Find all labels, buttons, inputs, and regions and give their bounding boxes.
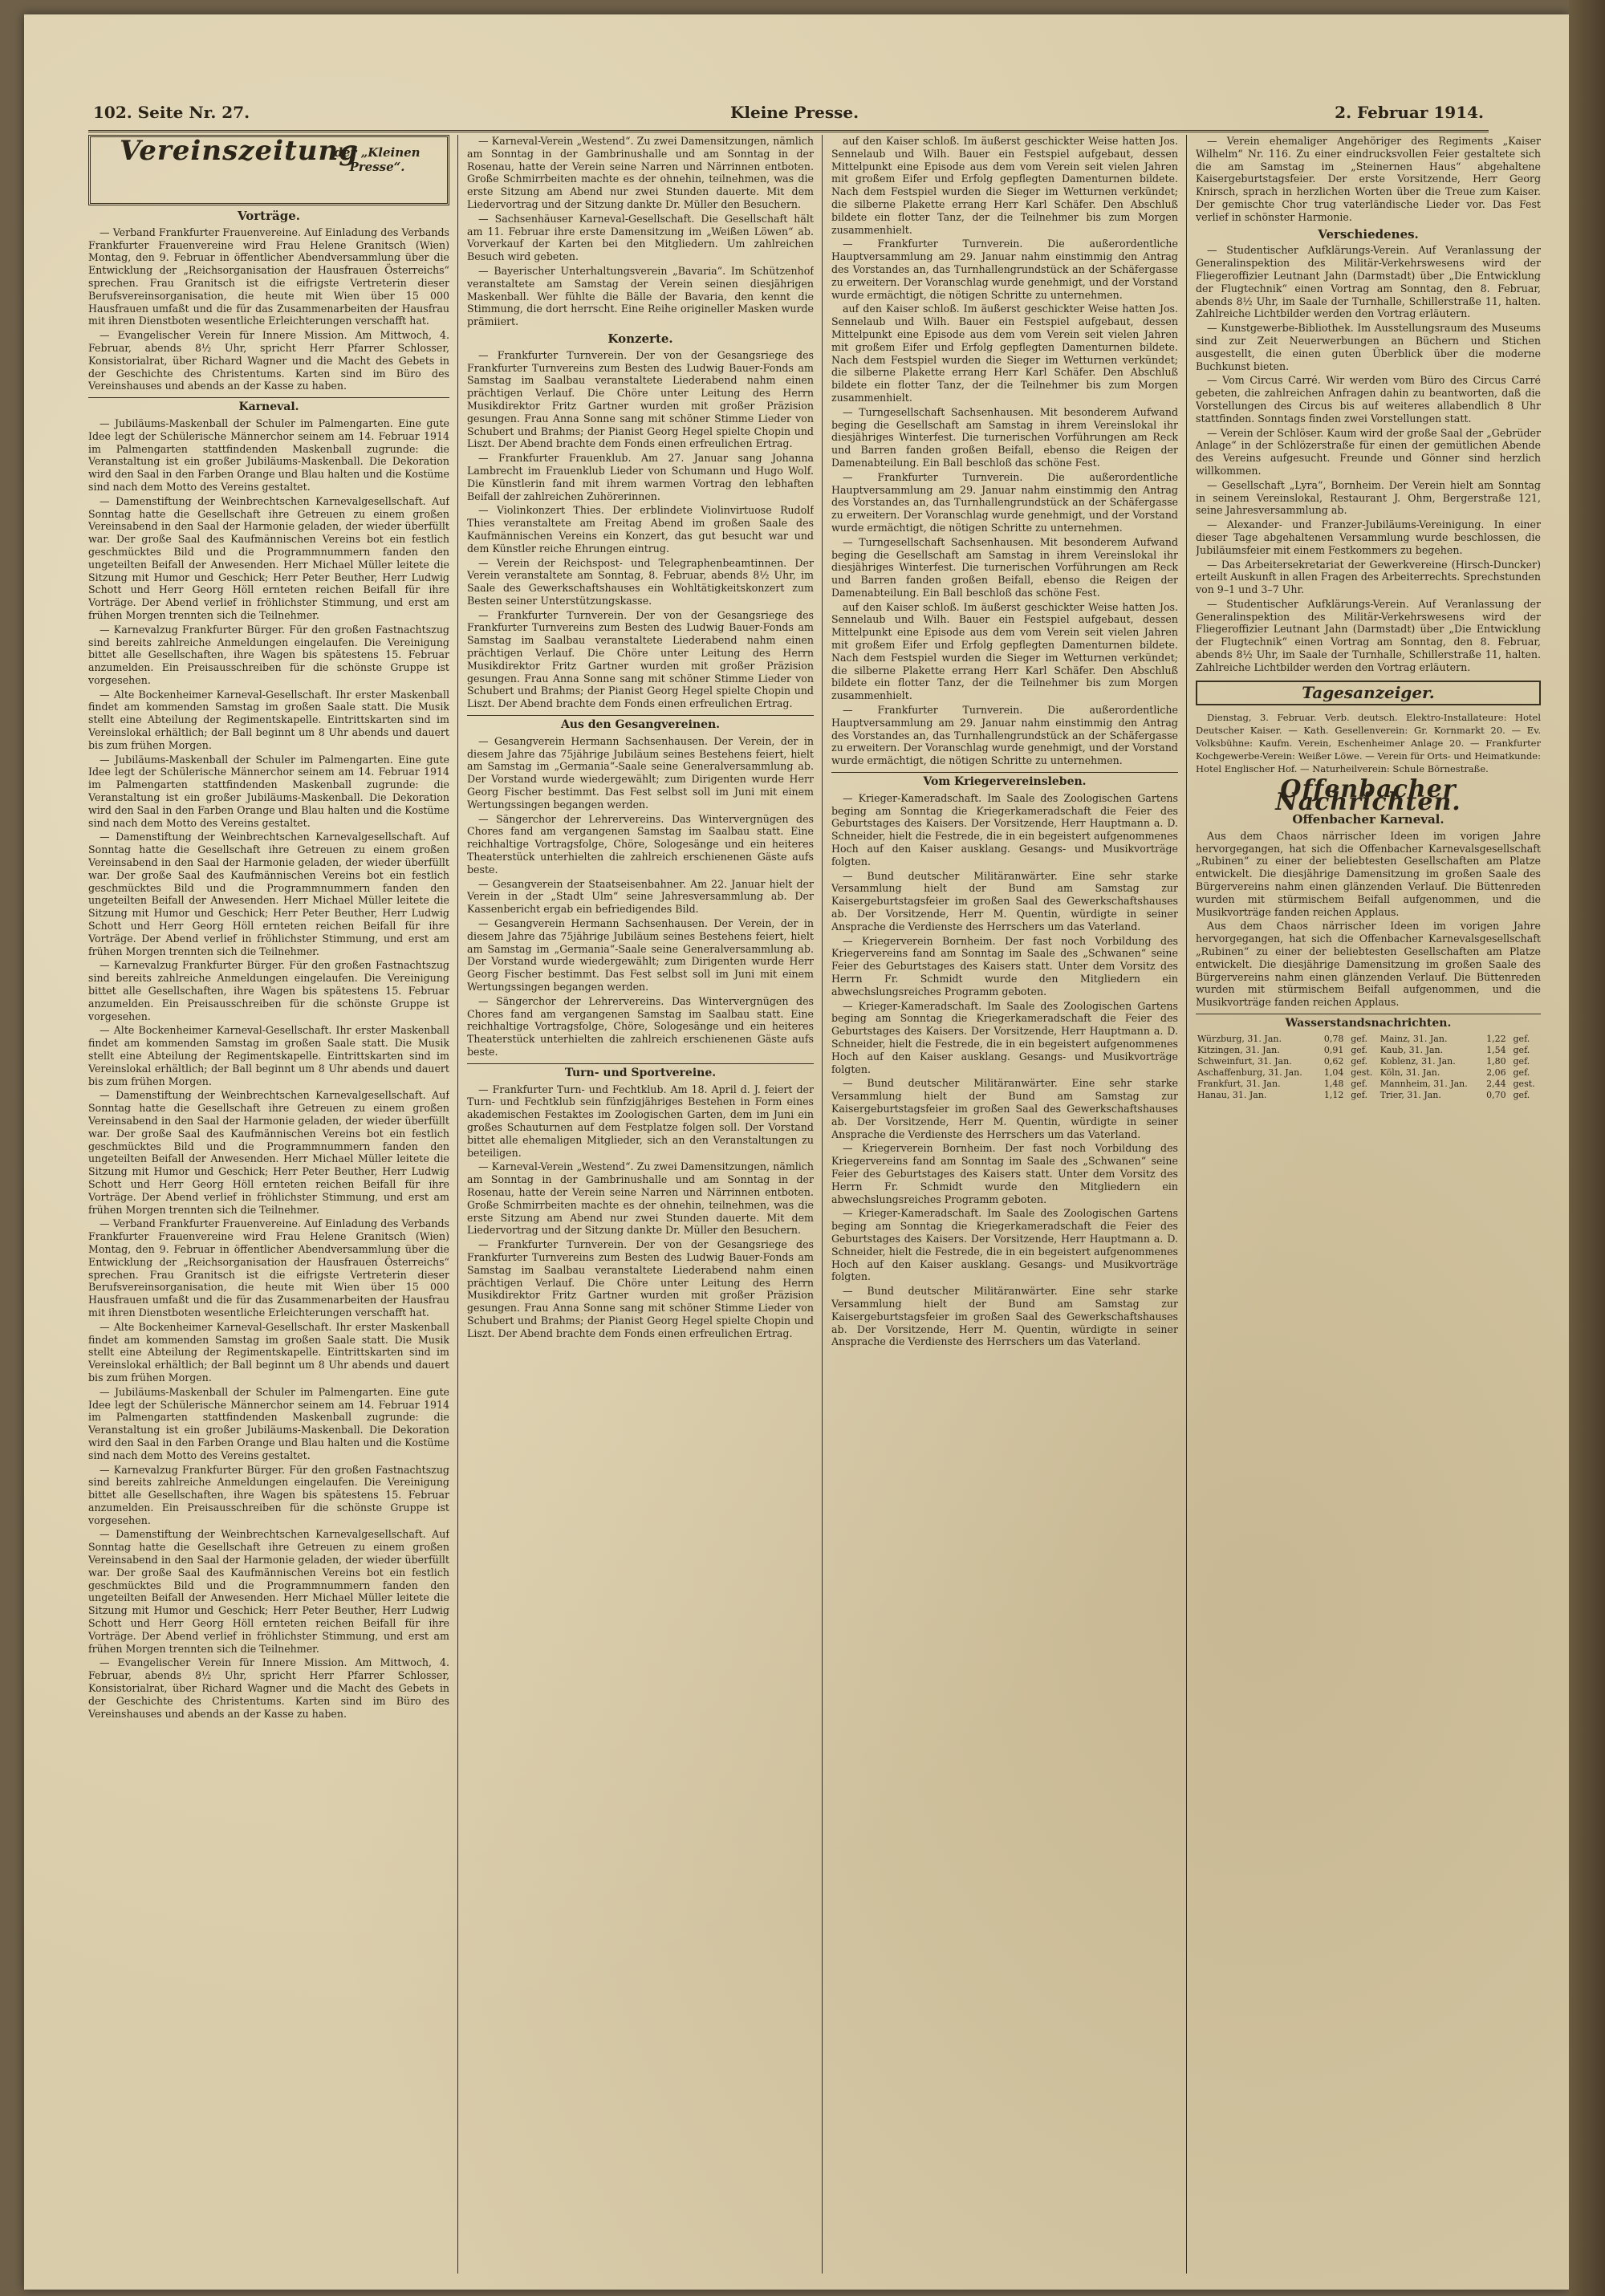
table-cell: Kaub, 31. Jan.	[1379, 1044, 1444, 1055]
article: auf den Kaiser schloß. Im äußerst geschickter Weise hatten Jos. Sennelaub und Wilh. Bauer ein Festspiel aufgebaut, dessen Mittelpunkt eine Episode aus dem vom Verein seit vielen Jahren mit großem Eifer und Erfolg gepflegten Damenturnen bildete. Nach dem Festspiel wurden die Sieger im Wetturnen verkündet; die silberne Plakette errang Herr Karl Schäfer. Den Abschluß bildete ein flotter Tanz, der die Teilnehmer bis zum Morgen zusammenhielt.	[831, 135, 1178, 236]
article: — Frankfurter Turnverein. Der von der Gesangsriege des Frankfurter Turnvereins zum Besten des Ludwig Bauer-Fonds am Samstag im Saalbau veranstaltete Liederabend nahm einen prächtigen Verlauf. Die Chöre unter Leitung des Herrn Musikdirektor Fritz Gartner wurden mit großer Präzision gesungen. Frau Anna Sonne sang mit schöner Stimme Lieder von Schubert und Brahms; der Pianist Georg Hegel spielte Chopin und Liszt. Der Abend brachte dem Fonds einen erfreulichen Ertrag.	[467, 348, 814, 450]
article: — Bund deutscher Militäranwärter. Eine sehr starke Versammlung hielt der Bund am Samstag zur Kaisergeburtstagsfeier im großen Saal des Gewerkschaftshauses ab. Der Vorsitzende, Herr M. Quentin, würdigte in seiner Ansprache die Verdienste des Herrschers um das Vaterland.	[831, 1077, 1178, 1140]
issue-date: 2. Februar 1914.	[1335, 103, 1484, 122]
table-cell: gest.	[1513, 1078, 1535, 1089]
article: — Alexander- und Franzer-Jubiläums-Vereinigung. In einer dieser Tage abgehaltenen Versammlung wurde beschlossen, die Jubiläumsfeier mit einem Festkommers zu begehen.	[1196, 518, 1541, 556]
article: — Sängerchor der Lehrervereins. Das Wintervergnügen des Chores fand am vergangenen Samstag im Saalbau statt. Eine reichhaltige Vortragsfolge, Chöre, Sologesänge und ein heiteres Theaterstück unterhielten die zahlreich erschienenen Gäste aufs beste.	[467, 994, 814, 1058]
vereinszeitung-banner	[88, 135, 449, 205]
offenbacher-nachrichten-heading: Offenbacher Nachrichten.	[1275, 775, 1461, 817]
column-rule	[1186, 135, 1187, 2274]
wasserstand-table	[1196, 1034, 1541, 1101]
table-cell: 0,70	[1486, 1089, 1506, 1100]
article: — Krieger-Kameradschaft. Im Saale des Zoologischen Gartens beging am Sonntag die Kriegerkameradschaft die Feier des Geburtstages des Kaisers. Der Vorsitzende, Herr Hauptmann a. D. Schneider, hielt die Festrede, die in ein begeistert aufgenommenes Hoch auf den Kaiser ausklang. Gesangs- und Musikvorträge folgten.	[831, 791, 1178, 868]
table-cell: Aschaffenburg, 31. Jan.	[1197, 1067, 1302, 1078]
table-cell: gef.	[1351, 1055, 1367, 1067]
article: — Alte Bockenheimer Karneval-Gesellschaft. Ihr erster Maskenball findet am kommenden Samstag im großen Saale statt. Die Musik stellt eine Abteilung der Regimentskapelle. Eintrittskarten sind im Vereinslokal erhältlich; der Ball beginnt um 8 Uhr abends und dauert bis zum frühen Morgen.	[88, 1024, 449, 1087]
table-cell: Kitzingen, 31. Jan.	[1197, 1044, 1280, 1055]
table-cell: Frankfurt, 31. Jan.	[1197, 1078, 1281, 1089]
article: — Turngesellschaft Sachsenhausen. Mit besonderem Aufwand beging die Gesellschaft am Samstag in ihrem Vereinslokal ihr diesjähriges Winterfest. Die turnerischen Vorführungen am Reck und Barren fanden großen Beifall, ebenso die Reigen der Damenabteilung. Ein Ball beschloß das schöne Fest.	[831, 535, 1178, 599]
table-cell: gef.	[1513, 1033, 1530, 1044]
article: — Karnevalzug Frankfurter Bürger. Für den großen Fastnachtszug sind bereits zahlreiche Anmeldungen eingelaufen. Die Vereinigung bittet alle Gesellschaften, ihre Wagen bis spätestens 15. Februar anzumelden. Ein Preisausschreiben für die schönste Gruppe ist vorgesehen.	[88, 959, 449, 1022]
tagesanzeiger-listing: Dienstag, 3. Februar. Verb. deutsch. Elektro-Installateure: Hotel Deutscher Kaiser. — Kath. Gesellenverein: Gr. Kornmarkt 20. — Ev. Volksbühne: Kaufm. Verein, Eschenheimer Anlage 20. — Frankfurter Kochgewerbe-Verein: Weißer Löwe. — Verein für Orts- und Heimatkunde: Hotel Englischer Hof. — Naturheilverein: Schule Börnestraße.	[1196, 712, 1541, 774]
article: — Jubiläums-Maskenball der Schuler im Palmengarten. Eine gute Idee legt der Schülerische Männerchor seinem am 14. Februar 1914 im Palmengarten stattfindenden Maskenball zugrunde: die Veranstaltung ist ein großer Jubiläums-Maskenball. Die Dekoration wird den Saal in den Farben Orange und Blau halten und die Kostüme sind nach dem Motto des Vereins gestaltet.	[88, 753, 449, 829]
article: — Damenstiftung der Weinbrechtschen Karnevalgesellschaft. Auf Sonntag hatte die Gesellschaft ihre Getreuen zu einem großen Vereinsabend in den Saal der Harmonie geladen, der wieder überfüllt war. Der große Saal des Kaufmännischen Vereins bot ein festlich geschmücktes Bild und die Programmnummern fanden den ungeteilten Beifall der Anwesenden. Herr Michael Müller leitete die Sitzung mit Humor und Geschick; Herr Peter Beuther, Herr Ludwig Schott und Herr Georg Höll ernteten reichen Beifall für ihre Vorträge. Der Abend verlief in fröhlichster Stimmung, und erst am frühen Morgen trennten sich die Teilnehmer.	[88, 831, 449, 957]
table-cell: 0,62	[1323, 1055, 1344, 1067]
article: — Frankfurter Turnverein. Die außerordentliche Hauptversammlung am 29. Januar nahm einstimmig den Antrag des Vorstandes an, das Turnhallengrundstück an der Schäfergasse zu erweitern. Der Voranschlag wurde genehmigt, und der Vorstand wurde ermächtigt, die nötigen Schritte zu unternehmen.	[831, 470, 1178, 534]
section-heading-verschiedenes: Verschiedenes.	[1318, 226, 1419, 242]
table-cell: gef.	[1351, 1033, 1367, 1044]
article: — Krieger-Kameradschaft. Im Saale des Zoologischen Gartens beging am Sonntag die Kriegerkameradschaft die Feier des Geburtstages des Kaisers. Der Vorsitzende, Herr Hauptmann a. D. Schneider, hielt die Festrede, die in ein begeistert aufgenommenes Hoch auf den Kaiser ausklang. Gesangs- und Musikvorträge folgten.	[831, 999, 1178, 1075]
banner-subtitle: der „Kleinen Presse“.	[334, 145, 421, 174]
article: — Frankfurter Turn- und Fechtklub. Am 18. April d. J. feiert der Turn- und Fechtklub sein fünfzigjähriges Bestehen in Form eines akademischen Festaktes im Zoologischen Garten, dem im Juni ein großes Schauturnen auf dem Festplatze folgen soll. Der Vorstand bittet alle ehemaligen Mitglieder, sich an den Veranstaltungen zu beteiligen.	[467, 1083, 814, 1159]
article: — Verein ehemaliger Angehöriger des Regiments „Kaiser Wilhelm“ Nr. 116. Zu einer eindrucksvollen Feier gestaltete sich die am Samstag im „Steinernen Haus“ abgehaltene Kaisergeburtstagsfeier. Der erste Vorsitzende, Herr Georg Knirsch, sprach in herzlichen Worten über die Treue zum Kaiser. Der gemischte Chor trug vaterländische Lieder vor. Das Fest verlief in schönster Harmonie.	[1196, 135, 1541, 223]
article: — Frankfurter Turnverein. Der von der Gesangsriege des Frankfurter Turnvereins zum Besten des Ludwig Bauer-Fonds am Samstag im Saalbau veranstaltete Liederabend nahm einen prächtigen Verlauf. Die Chöre unter Leitung des Herrn Musikdirektor Fritz Gartner wurden mit großer Präzision gesungen. Frau Anna Sonne sang mit schöner Stimme Lieder von Schubert und Brahms; der Pianist Georg Hegel spielte Chopin und Liszt. Der Abend brachte dem Fonds einen erfreulichen Ertrag.	[467, 1238, 814, 1339]
column-3	[831, 135, 1178, 2274]
offenbacher-karneval-heading: Offenbacher Karneval.	[1292, 812, 1444, 827]
article: — Evangelischer Verein für Innere Mission. Am Mittwoch, 4. Februar, abends 8½ Uhr, spricht Herr Pfarrer Schlosser, Konsistorialrat, über Richard Wagner und die Macht des Gebets in der Geschichte des Christentums. Karten sind im Büro des Vereinshauses und abends an der Kasse zu haben.	[88, 1656, 449, 1720]
article: Aus dem Chaos närrischer Ideen im vorigen Jahre hervorgegangen, hat sich die Offenbacher Karnevalsgesellschaft „Rubinen“ zu einer der beliebtesten Gesellschaften am Platze entwickelt. Die diesjährige Damensitzung im großen Saale des Bürgervereins nahm einen glänzenden Verlauf. Die Büttenreden wurden mit stürmischem Beifall aufgenommen, und die Musikvorträge fanden reichen Applaus.	[1196, 829, 1541, 918]
scan-edge	[1569, 0, 1605, 2296]
tagesanzeiger-box: Tagesanzeiger.	[1196, 681, 1541, 706]
article: — Sachsenhäuser Karneval-Gesellschaft. Die Gesellschaft hält am 11. Februar ihre erste Damensitzung im „Weißen Löwen“ ab. Vorverkauf der Karten bei den Mitgliedern. Um zahlreichen Besuch wird gebeten.	[467, 212, 814, 263]
table-cell: Trier, 31. Jan.	[1379, 1089, 1441, 1100]
column-rule	[822, 135, 823, 2274]
page-header	[88, 98, 1489, 132]
article: — Bund deutscher Militäranwärter. Eine sehr starke Versammlung hielt der Bund am Samstag zur Kaisergeburtstagsfeier im großen Saal des Gewerkschaftshauses ab. Der Vorsitzende, Herr M. Quentin, würdigte in seiner Ansprache die Verdienste des Herrschers um das Vaterland.	[831, 1285, 1178, 1348]
table-cell: gef.	[1351, 1089, 1367, 1100]
table-row	[1196, 1067, 1541, 1079]
article: — Das Arbeitersekretariat der Gewerkvereine (Hirsch-Duncker) erteilt Auskunft in allen Fragen des Arbeiterrechts. Sprechstunden von 9–1 und 3–7 Uhr.	[1196, 558, 1541, 596]
article: — Verband Frankfurter Frauenvereine. Auf Einladung des Verbands Frankfurter Frauenvereine wird Frau Helene Granitsch (Wien) Montag, den 9. Februar in öffentlicher Abendversammlung über die Entwicklung der „Reichsorganisation der Hausfrauen Österreichs“ sprechen. Frau Granitsch ist die eifrigste Vertreterin dieser Berufsvereinsorganisation, die heute mit Wien über 15 000 Hausfrauen umfaßt und die für das Zusammenarbeiten der Hausfrau mit ihren Dienstboten wesentliche Erleichterungen verschafft hat.	[88, 226, 449, 327]
table-cell: Mannheim, 31. Jan.	[1379, 1078, 1468, 1089]
article: — Frankfurter Turnverein. Die außerordentliche Hauptversammlung am 29. Januar nahm einstimmig den Antrag des Vorstandes an, das Turnhallengrundstück an der Schäfergasse zu erweitern. Der Voranschlag wurde genehmigt, und der Vorstand wurde ermächtigt, die nötigen Schritte zu unternehmen.	[831, 704, 1178, 767]
table-cell: 0,78	[1323, 1033, 1344, 1044]
article: — Gesangverein Hermann Sachsenhausen. Der Verein, der in diesem Jahre das 75jährige Jubiläum seines Bestehens feiert, hielt am Samstag im „Germania“-Saale seine Generalversammlung ab. Der Vorstand wurde wiedergewählt; zum Dirigenten wurde Herr Georg Fischer bestimmt. Das Fest selbst soll im Juni mit einem Wertungssingen begangen werden.	[467, 734, 814, 811]
masthead: Kleine Presse.	[730, 103, 859, 122]
article: auf den Kaiser schloß. Im äußerst geschickter Weise hatten Jos. Sennelaub und Wilh. Bauer ein Festspiel aufgebaut, dessen Mittelpunkt eine Episode aus dem vom Verein seit vielen Jahren mit großem Eifer und Erfolg gepflegten Damenturnen bildete. Nach dem Festspiel wurden die Sieger im Wetturnen verkündet; die silberne Plakette errang Herr Karl Schäfer. Den Abschluß bildete ein flotter Tanz, der die Teilnehmer bis zum Morgen zusammenhielt.	[831, 600, 1178, 702]
article: Aus dem Chaos närrischer Ideen im vorigen Jahre hervorgegangen, hat sich die Offenbacher Karnevalsgesellschaft „Rubinen“ zu einer der beliebtesten Gesellschaften am Platze entwickelt. Die diesjährige Damensitzung im großen Saale des Bürgervereins nahm einen glänzenden Verlauf. Die Büttenreden wurden mit stürmischem Beifall aufgenommen, und die Musikvorträge fanden reichen Applaus.	[1196, 920, 1541, 1009]
table-row	[1196, 1056, 1541, 1067]
article: — Violinkonzert Thies. Der erblindete Violinvirtuose Rudolf Thies veranstaltete am Freitag Abend im großen Saale des Kaufmännischen Vereins ein Konzert, das gut besucht war und dem Künstler reiche Ehrungen eintrug.	[467, 504, 814, 555]
section-heading-vortraege: Vorträge.	[238, 209, 300, 223]
article: — Karneval-Verein „Westend“. Zu zwei Damensitzungen, nämlich am Sonntag in der Gambrinushalle und am Sonntag in der Rosenau, hatte der Verein seine Narren und Närrinnen entboten. Große Schmirrbeiten machte es der ohnehin, teilnehmen, was die erste Sitzung am Abend nur zwei Stunden dauerte. Mit dem Liedervortrag und der Sitzung dankte Dr. Müller den Besuchern.	[467, 135, 814, 210]
article: — Sängerchor der Lehrervereins. Das Wintervergnügen des Chores fand am vergangenen Samstag im Saalbau statt. Eine reichhaltige Vortragsfolge, Chöre, Sologesänge und ein heiteres Theaterstück unterhielten die zahlreich erschienenen Gäste aufs beste.	[467, 812, 814, 876]
table-cell: 2,06	[1486, 1067, 1506, 1078]
column-rule	[457, 135, 458, 2274]
article: — Verein der Schlöser. Kaum wird der große Saal der „Gebrüder Anlage“ in der Schlözerstraße für einen der gemütlichen Abende des Vereins aufgesucht. Freunde und Gönner sind herzlich willkommen.	[1196, 426, 1541, 477]
article: — Frankfurter Turnverein. Der von der Gesangsriege des Frankfurter Turnvereins zum Besten des Ludwig Bauer-Fonds am Samstag im Saalbau veranstaltete Liederabend nahm einen prächtigen Verlauf. Die Chöre unter Leitung des Herrn Musikdirektor Fritz Gartner wurden mit großer Präzision gesungen. Frau Anna Sonne sang mit schöner Stimme Lieder von Schubert und Brahms; der Pianist Georg Hegel spielte Chopin und Liszt. Der Abend brachte dem Fonds einen erfreulichen Ertrag.	[467, 608, 814, 710]
section-heading-turn-sport: Turn- und Sportvereine.	[467, 1063, 814, 1080]
table-cell: Würzburg, 31. Jan.	[1197, 1033, 1282, 1044]
article: — Studentischer Aufklärungs-Verein. Auf Veranlassung der Generalinspektion des Militär-Verkehrswesens wird der Fliegeroffizier Leutnant Jahn (Darmstadt) über „Die Entwicklung der Flugtechnik“ einen Vortrag am Sonntag, den 8. Februar, abends 8½ Uhr, im Saale der Turnhalle, Schillerstraße 11, halten. Zahlreiche Lichtbilder werden den Vortrag erläutern.	[1196, 597, 1541, 673]
article: — Kunstgewerbe-Bibliothek. Im Ausstellungsraum des Museums sind zur Zeit Neuerwerbungen an Büchern und Stichen ausgestellt, die einen guten Überblick über die moderne Buchkunst bieten.	[1196, 322, 1541, 372]
table-row	[1196, 1079, 1541, 1090]
article: — Alte Bockenheimer Karneval-Gesellschaft. Ihr erster Maskenball findet am kommenden Samstag im großen Saale statt. Die Musik stellt eine Abteilung der Regimentskapelle. Eintrittskarten sind im Vereinslokal erhältlich; der Ball beginnt um 8 Uhr abends und dauert bis zum frühen Morgen.	[88, 688, 449, 751]
table-cell: gest.	[1351, 1067, 1373, 1078]
newspaper-page	[24, 14, 1569, 2290]
table-row	[1196, 1090, 1541, 1101]
table-cell: 1,22	[1486, 1033, 1506, 1044]
page-number: 102. Seite Nr. 27.	[93, 103, 250, 122]
article: — Karneval-Verein „Westend“. Zu zwei Damensitzungen, nämlich am Sonntag in der Gambrinushalle und am Sonntag in der Rosenau, hatte der Verein seine Narren und Närrinnen entboten. Große Schmirrbeiten machte es der ohnehin, teilnehmen, was die erste Sitzung am Abend nur zwei Stunden dauerte. Mit dem Liedervortrag und der Sitzung dankte Dr. Müller den Besuchern.	[467, 1160, 814, 1237]
table-cell: 2,44	[1486, 1078, 1506, 1089]
table-cell: Koblenz, 31. Jan.	[1379, 1055, 1456, 1067]
article: — Frankfurter Turnverein. Die außerordentliche Hauptversammlung am 29. Januar nahm einstimmig den Antrag des Vorstandes an, das Turnhallengrundstück an der Schäfergasse zu erweitern. Der Voranschlag wurde genehmigt, und der Vorstand wurde ermächtigt, die nötigen Schritte zu unternehmen.	[831, 238, 1178, 301]
table-cell: gef.	[1513, 1044, 1530, 1055]
column-4	[1196, 135, 1541, 2274]
banner-title: Vereinszeitung	[120, 135, 359, 167]
article: — Evangelischer Verein für Innere Mission. Am Mittwoch, 4. Februar, abends 8½ Uhr, spricht Herr Pfarrer Schlosser, Konsistorialrat, über Richard Wagner und die Macht des Gebets in der Geschichte des Christentums. Karten sind im Büro des Vereinshauses und abends an der Kasse zu haben.	[88, 329, 449, 392]
table-row	[1196, 1034, 1541, 1045]
table-cell: Hanau, 31. Jan.	[1197, 1089, 1267, 1100]
table-cell: 1,80	[1486, 1055, 1506, 1067]
article: — Verband Frankfurter Frauenvereine. Auf Einladung des Verbands Frankfurter Frauenvereine wird Frau Helene Granitsch (Wien) Montag, den 9. Februar in öffentlicher Abendversammlung über die Entwicklung der „Reichsorganisation der Hausfrauen Österreichs“ sprechen. Frau Granitsch ist die eifrigste Vertreterin dieser Berufsvereinsorganisation, die heute mit Wien über 15 000 Hausfrauen umfaßt und die für das Zusammenarbeiten der Hausfrau mit ihren Dienstboten wesentliche Erleichterungen verschafft hat.	[88, 1217, 449, 1319]
table-cell: Köln, 31. Jan.	[1379, 1067, 1440, 1078]
article: — Karnevalzug Frankfurter Bürger. Für den großen Fastnachtszug sind bereits zahlreiche Anmeldungen eingelaufen. Die Vereinigung bittet alle Gesellschaften, ihre Wagen bis spätestens 15. Februar anzumelden. Ein Preisausschreiben für die schönste Gruppe ist vorgesehen.	[88, 1463, 449, 1526]
section-heading-gesangvereine: Aus den Gesangvereinen.	[467, 715, 814, 732]
article: — Verein der Reichspost- und Telegraphenbeamtinnen. Der Verein veranstaltete am Sonntag, 8. Februar, abends 8½ Uhr, im Saale des Gewerkschaftshauses ein Wohltätigkeitskonzert zum Besten seiner Unterstützungskasse.	[467, 556, 814, 607]
table-cell: 0,91	[1323, 1044, 1344, 1055]
article: — Bund deutscher Militäranwärter. Eine sehr starke Versammlung hielt der Bund am Samstag zur Kaisergeburtstagsfeier im großen Saal des Gewerkschaftshauses ab. Der Vorsitzende, Herr M. Quentin, würdigte in seiner Ansprache die Verdienste des Herrschers um das Vaterland.	[831, 869, 1178, 933]
table-row	[1196, 1045, 1541, 1056]
article: — Krieger-Kameradschaft. Im Saale des Zoologischen Gartens beging am Sonntag die Kriegerkameradschaft die Feier des Geburtstages des Kaisers. Der Vorsitzende, Herr Hauptmann a. D. Schneider, hielt die Festrede, die in ein begeistert aufgenommenes Hoch auf den Kaiser ausklang. Gesangs- und Musikvorträge folgten.	[831, 1207, 1178, 1283]
article: auf den Kaiser schloß. Im äußerst geschickter Weise hatten Jos. Sennelaub und Wilh. Bauer ein Festspiel aufgebaut, dessen Mittelpunkt eine Episode aus dem vom Verein seit vielen Jahren mit großem Eifer und Erfolg gepflegten Damenturnen bildete. Nach dem Festspiel wurden die Sieger im Wetturnen verkündet; die silberne Plakette errang Herr Karl Schäfer. Den Abschluß bildete ein flotter Tanz, der die Teilnehmer bis zum Morgen zusammenhielt.	[831, 303, 1178, 404]
article: — Studentischer Aufklärungs-Verein. Auf Veranlassung der Generalinspektion des Militär-Verkehrswesens wird der Fliegeroffizier Leutnant Jahn (Darmstadt) über „Die Entwicklung der Flugtechnik“ einen Vortrag am Sonntag, den 8. Februar, abends 8½ Uhr, im Saale der Turnhalle, Schillerstraße 11, halten. Zahlreiche Lichtbilder werden den Vortrag erläutern.	[1196, 244, 1541, 320]
article: — Damenstiftung der Weinbrechtschen Karnevalgesellschaft. Auf Sonntag hatte die Gesellschaft ihre Getreuen zu einem großen Vereinsabend in den Saal der Harmonie geladen, der wieder überfüllt war. Der große Saal des Kaufmännischen Vereins bot ein festlich geschmücktes Bild und die Programmnummern fanden den ungeteilten Beifall der Anwesenden. Herr Michael Müller leitete die Sitzung mit Humor und Geschick; Herr Peter Beuther, Herr Ludwig Schott und Herr Georg Höll ernteten reichen Beifall für ihre Vorträge. Der Abend verlief in fröhlichster Stimmung, und erst am frühen Morgen trennten sich die Teilnehmer.	[88, 1089, 449, 1216]
article: — Kriegerverein Bornheim. Der fast noch Vorbildung des Kriegervereins fand am Sonntag im Saale des „Schwanen“ seine Feier des Geburtstages des Kaisers statt. Unter dem Vorsitz des Herrn Fr. Schmidt wurde den Mitgliedern ein abwechslungsreiches Programm geboten.	[831, 1142, 1178, 1205]
section-heading-konzerte: Konzerte.	[607, 331, 673, 346]
article: — Alte Bockenheimer Karneval-Gesellschaft. Ihr erster Maskenball findet am kommenden Samstag im großen Saale statt. Die Musik stellt eine Abteilung der Regimentskapelle. Eintrittskarten sind im Vereinslokal erhältlich; der Ball beginnt um 8 Uhr abends und dauert bis zum frühen Morgen.	[88, 1320, 449, 1384]
article: — Damenstiftung der Weinbrechtschen Karnevalgesellschaft. Auf Sonntag hatte die Gesellschaft ihre Getreuen zu einem großen Vereinsabend in den Saal der Harmonie geladen, der wieder überfüllt war. Der große Saal des Kaufmännischen Vereins bot ein festlich geschmücktes Bild und die Programmnummern fanden den ungeteilten Beifall der Anwesenden. Herr Michael Müller leitete die Sitzung mit Humor und Geschick; Herr Peter Beuther, Herr Ludwig Schott und Herr Georg Höll ernteten reichen Beifall für ihre Vorträge. Der Abend verlief in fröhlichster Stimmung, und erst am frühen Morgen trennten sich die Teilnehmer.	[88, 1528, 449, 1655]
table-cell: 1,54	[1486, 1044, 1506, 1055]
article: — Karnevalzug Frankfurter Bürger. Für den großen Fastnachtszug sind bereits zahlreiche Anmeldungen eingelaufen. Die Vereinigung bittet alle Gesellschaften, ihre Wagen bis spätestens 15. Februar anzumelden. Ein Preisausschreiben für die schönste Gruppe ist vorgesehen.	[88, 623, 449, 686]
table-cell: gef.	[1351, 1078, 1367, 1089]
article: — Bayerischer Unterhaltungsverein „Bavaria“. Im Schützenhof veranstaltete am Samstag der Verein seinen diesjährigen Maskenball. Wer fühlte die Bälle der Bavaria, den kennt die Stimmung, die dort herrscht. Eine Reihe origineller Masken wurde prämiiert.	[467, 264, 814, 328]
table-cell: gef.	[1351, 1044, 1367, 1055]
table-cell: gef.	[1513, 1089, 1530, 1100]
article: — Gesellschaft „Lyra“, Bornheim. Der Verein hielt am Sonntag in seinem Vereinslokal, Restaurant J. Ohm, Bergerstraße 121, seine Jahresversammlung ab.	[1196, 478, 1541, 517]
column-1	[88, 135, 449, 2274]
table-cell: 1,12	[1323, 1089, 1344, 1100]
article: — Jubiläums-Maskenball der Schuler im Palmengarten. Eine gute Idee legt der Schülerische Männerchor seinem am 14. Februar 1914 im Palmengarten stattfindenden Maskenball zugrunde: die Veranstaltung ist ein großer Jubiläums-Maskenball. Die Dekoration wird den Saal in den Farben Orange und Blau halten und die Kostüme sind nach dem Motto des Vereins gestaltet.	[88, 1385, 449, 1461]
article: — Kriegerverein Bornheim. Der fast noch Vorbildung des Kriegervereins fand am Sonntag im Saale des „Schwanen“ seine Feier des Geburtstages des Kaisers statt. Unter dem Vorsitz des Herrn Fr. Schmidt wurde den Mitgliedern ein abwechslungsreiches Programm geboten.	[831, 934, 1178, 998]
article: — Gesangverein der Staatseisenbahner. Am 22. Januar hielt der Verein in der „Stadt Ulm“ seine Jahresversammlung ab. Der Kassenbericht ergab ein befriedigendes Bild.	[467, 877, 814, 916]
table-cell: gef.	[1513, 1055, 1530, 1067]
article: — Vom Circus Carré. Wir werden vom Büro des Circus Carré gebeten, die zahlreichen Anfragen dahin zu beantworten, daß die Vorstellungen des Circus bis auf weiteres allabendlich 8 Uhr stattfinden. Sonntags finden zwei Vorstellungen statt.	[1196, 374, 1541, 425]
table-cell: 1,48	[1323, 1078, 1344, 1089]
table-cell: Schweinfurt, 31. Jan.	[1197, 1055, 1292, 1067]
article: — Gesangverein Hermann Sachsenhausen. Der Verein, der in diesem Jahre das 75jährige Jubiläum seines Bestehens feiert, hielt am Samstag im „Germania“-Saale seine Generalversammlung ab. Der Vorstand wurde wiedergewählt; zum Dirigenten wurde Herr Georg Fischer bestimmt. Das Fest selbst soll im Juni mit einem Wertungssingen begangen werden.	[467, 917, 814, 993]
table-cell: gef.	[1513, 1067, 1530, 1078]
article: — Jubiläums-Maskenball der Schuler im Palmengarten. Eine gute Idee legt der Schülerische Männerchor seinem am 14. Februar 1914 im Palmengarten stattfindenden Maskenball zugrunde: die Veranstaltung ist ein großer Jubiläums-Maskenball. Die Dekoration wird den Saal in den Farben Orange und Blau halten und die Kostüme sind nach dem Motto des Vereins gestaltet.	[88, 417, 449, 493]
wasserstand-heading: Wasserstandsnachrichten.	[1196, 1014, 1541, 1030]
article: — Turngesellschaft Sachsenhausen. Mit besonderem Aufwand beging die Gesellschaft am Samstag in ihrem Vereinslokal ihr diesjähriges Winterfest. Die turnerischen Vorführungen am Reck und Barren fanden großen Beifall, ebenso die Reigen der Damenabteilung. Ein Ball beschloß das schöne Fest.	[831, 405, 1178, 469]
section-heading-kriegervereine: Vom Kriegervereinsleben.	[831, 772, 1178, 789]
article: — Damenstiftung der Weinbrechtschen Karnevalgesellschaft. Auf Sonntag hatte die Gesellschaft ihre Getreuen zu einem großen Vereinsabend in den Saal der Harmonie geladen, der wieder überfüllt war. Der große Saal des Kaufmännischen Vereins bot ein festlich geschmücktes Bild und die Programmnummern fanden den ungeteilten Beifall der Anwesenden. Herr Michael Müller leitete die Sitzung mit Humor und Geschick; Herr Peter Beuther, Herr Ludwig Schott und Herr Georg Höll ernteten reichen Beifall für ihre Vorträge. Der Abend verlief in fröhlichster Stimmung, und erst am frühen Morgen trennten sich die Teilnehmer.	[88, 494, 449, 621]
table-cell: Mainz, 31. Jan.	[1379, 1033, 1448, 1044]
column-2	[467, 135, 814, 2274]
table-cell: 1,04	[1323, 1067, 1344, 1078]
article: — Frankfurter Frauenklub. Am 27. Januar sang Johanna Lambrecht im Frauenklub Lieder von Schumann und Hugo Wolf. Die Künstlerin fand mit ihrem warmen Vortrag den lebhaften Beifall der zahlreichen Zuhörerinnen.	[467, 452, 814, 502]
section-heading-karneval: Karneval.	[88, 397, 449, 414]
